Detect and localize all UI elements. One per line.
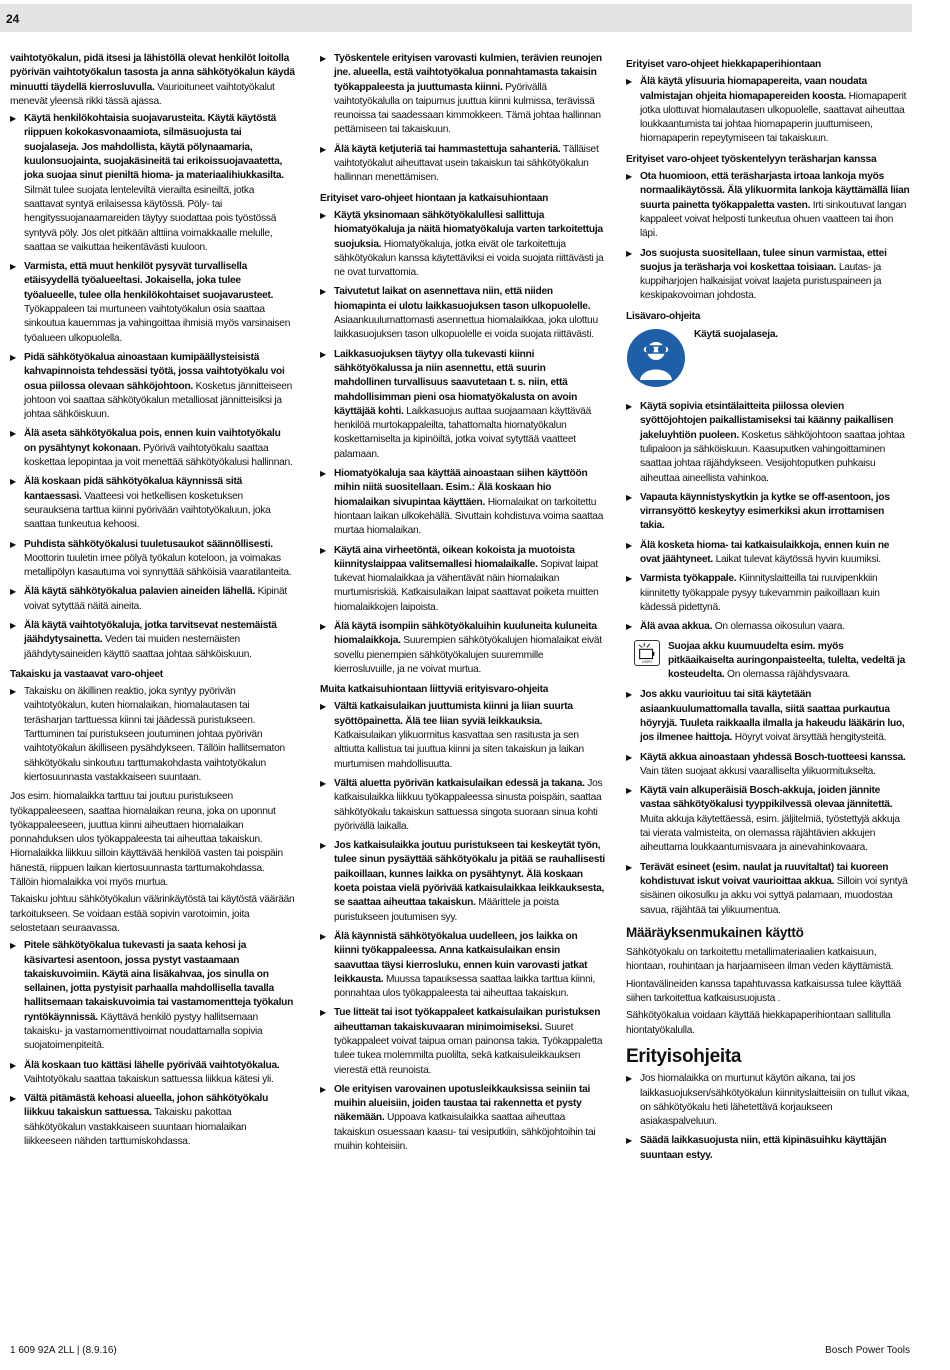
body-text: Kosketus sähköjohtoon saattaa johtaa tulipaloon ja sähköiskuun. Kaasuputken vahingoittaminen saattaa johtaa räjähdykseen. Vesijohtoputken puhkaisu aiheuttaa aineellista vahinkoa. [640,429,905,484]
bold-text: Ole erityisen varovainen upotusleikkauksissa seiniin tai muihin alueisiin, joiden taustaa tai rakennetta et pysty näkemään. [334,1083,591,1124]
column-1 [10,52,295,1154]
footer-brand: Bosch Power Tools [825,1345,910,1356]
safety-glasses-warning [626,328,911,388]
bullet-paragraph [626,688,911,745]
body-text: Jos esim. hiomalaikka tarttuu tai joutuu puristukseen työkappaleeseen, saattaa hiomalaikan reuna, joka on uponnut työkappaleeseen, juuttua kiinni aiheuttaen hiomalaikan ponnahduksen ulos työkappaleesta tai aiheuttaa takaiskun. Hiomalaikka liikkuu silloin käyttävää henkilöä vasten tai poispäin hänestä, riippuen laikan kiertosuunnasta tarttumakohdassa. Tällöin hiomalaikka voi myös murtua. [10,791,283,889]
body-text: Asiaankuulumattomasti asennettua hiomalaikkaa, joka ulottuu laikkasuojuksen tason ulkopuolelle ei voida suojata riittävästi. [334,315,598,341]
column-2 [320,52,605,1159]
safety-glasses-icon [626,328,686,388]
bullet-paragraph [626,539,911,568]
page-header-bar [0,4,912,32]
bullet-paragraph [626,400,911,486]
body-text: Takaisku pakottaa sähkötyökalun vastakkaiseen suuntaan hiomalaikan liikkeeseen nähden tarttumiskohdassa. [24,1107,247,1148]
bold-text: Älä käytä ketjuteriä tai hammastettuja sahanteriä. [334,143,561,155]
body-text: On olemassa oikosulun vaara. [712,621,845,633]
bold-text: Käytä yksinomaan sähkötyökalullesi sallittuja hiomatyökaluja ja näitä hiomatyökaluja varten tarkoitettuja suojuksia. [334,209,603,250]
bullet-paragraph [10,260,295,346]
bold-text: Varmista työkappale. [640,573,737,585]
bullet-paragraph [626,1072,911,1129]
body-text: Sähkötyökalua voidaan käyttää hiekkapaperihiontaan sallitulla hiontatyökalulla. [626,1010,891,1036]
bold-text: Taivutetut laikat on asennettava niin, että niiden hiomapinta ei ulotu laikkasuojuksen tason ulkopuolelle. [334,286,591,312]
paragraph [10,790,295,890]
bullet-paragraph [320,143,605,186]
bullet-paragraph [320,930,605,1001]
bold-text: Älä käytä isompiin sähkötyökaluihin kuuluneita kuluneita hiomalaikkoja. [334,620,597,647]
bold-text: Vältä aluetta pyörivän katkaisulaikan edessä ja takana. [334,777,585,789]
bullet-paragraph [320,52,605,138]
body-text: Hiomapaperit jotka ulottuvat hiomalautasen ulkopuolelle, saattavat aiheuttaa loukkaantumista tai johtaa hiomapaperin juuttumiseen, hiomapaperin repeytymiseen tai takaiskuun. [640,90,907,145]
column-3-part-b [626,400,911,634]
bold-text: Älä kosketa hioma- tai katkaisulaikkoja, ennen kuin ne ovat jäähtyneet. [640,539,890,566]
body-text: Hiomatyökaluja, jotka eivät ole tarkoitettuja sähkötyökalun kanssa käytettäviksi ei voida suojata riittävästi ja ne ovat turvattomia. [334,238,604,279]
page-number: 24 [6,12,20,26]
body-text: Sähkötyökalu on tarkoitettu metallimateriaalien katkaisuun, hiontaan, rouhintaan ja harjaamiseen ilman veden käyttämistä. [626,947,894,973]
bullet-paragraph [320,544,605,615]
body-text: Jos katkaisulaikka liikkuu työkappaleessa sinusta poispäin, saattaa sähkötyökalu takaiskun sattuessa singota suoraan sinua kohti pyörivällä laikalla. [334,777,603,832]
body-text: Silloin voi syntyä sisäinen oikosulku ja akku voi syttyä palamaan, muodostaa savua, räjähtää tai ylikuumentua. [640,875,908,916]
bold-text: Käytä aina virheetöntä, oikean kokoista ja muotoista kiinnityslaippaa valitsemallesi hiomalaikalle. [334,544,575,570]
paragraph [10,52,295,109]
body-text: Suurempien sähkötyökalujen hiomalaikat eivät sovellu pienempien sähkötyökalujen suuremmille kierrosluvuille, ja ne voivat murtua. [334,635,602,675]
column-3-part-a [626,58,911,324]
bold-text: Jos akku vaurioituu tai sitä käytetään asiaankuulumattomalla tavalla, siitä saattaa purkautua höyryjä. Tuuleta raikkaalla ilmalla ja hakeudu lääkärin luo, jos ilmenee haittoja. [640,689,905,744]
bold-text: Säädä laikkasuojusta niin, että kipinäsuihku käyttäjän suuntaan estyy. [640,1135,887,1161]
bold-text: Jos suojusta suositellaan, tulee sinun varmistaa, ettei suojus ja teräsharja voi koskettaa toisiaan. [640,247,887,273]
battery-heat-icon [634,640,660,666]
body-text: Vaurioituneet vaihtotyökalut menevät yleensä rikki tässä ajassa. [10,81,275,107]
bold-text: Älä käynnistä sähkötyökalua uudelleen, jos laikka on kiinni työkappaleessa. Anna katkaisulaikan ensin saavuttaa täysi kierrosluku, ennen kuin varovasti jatkat leikkausta. [334,930,588,985]
bullet-paragraph [320,1083,605,1154]
body-text: Vaihtotyökalu saattaa takaiskun sattuessa liikkua kätesi yli. [24,1073,274,1085]
bullet-paragraph [10,1059,295,1088]
bold-text: Jos katkaisulaikka joutuu puristukseen tai keskeytät työn, tulee sinun pysäyttää sähkötyökalu ja pitää se rauhallisesti paikoillaan, kunnes laikka on pysähtynyt. Älä koskaan koeta poistaa vielä pyörivää katkaisulaikkaa leikkauksesta, se saattaa aiheuttaa takaiskun. [334,840,605,909]
bullet-paragraph [10,1092,295,1149]
paragraph [626,946,911,975]
body-text: Veden tai muiden nestemäisten jäähdytysaineiden käyttö saattaa johtaa sähköiskuun. [24,634,252,660]
body-text: Vain täten suojaat akkusi vaaralliselta ylikuormitukselta. [640,765,876,777]
body-text: Muussa tapauksessa saattaa laikka tarttua kiinni, ponnahtaa ulos työkappaleesta tai aiheuttaa takaiskun. [334,973,596,1000]
bullet-paragraph [320,620,605,677]
bold-text: Vältä katkaisulaikan juuttumista kiinni ja liian suurta syöttöpainetta. Älä tee liian syviä leikkauksia. [334,701,573,727]
safety-glasses-text: Käytä suojalaseja. [694,329,778,341]
bullet-paragraph [626,247,911,304]
body-text: Hiontavälineiden kanssa tapahtuvassa katkaisussa tulee käyttää siihen tarkoitettua katkaisusuojusta . [626,978,902,1005]
bold-text: Hiomatyökaluja saa käyttää ainoastaan siihen käyttöön mihin niitä suositellaan. Esim.: Älä koskaan hio hiomalaikan sivupintaa käyttäen. [334,468,588,508]
bold-text: Älä käytä ylisuuria hiomapapereita, vaan noudata valmistajan ohjeita hiomapapereiden koosta. [640,76,867,102]
body-text: Kosketus jännitteiseen johtoon voi saattaa sähkötyökalun metalliosat jännitteisiksi ja johtaa sähköiskuun. [24,380,293,421]
section-heading: Lisävaro-ohjeita [626,310,701,322]
svg-text:>50°C: >50°C [641,659,653,664]
bold-text: Käytä vain alkuperäisiä Bosch-akkuja, joiden jännite vastaa sähkötyökalusi tyyppikilvessä olevaa jännitettä. [640,785,893,811]
section-heading: Erityiset varo-ohjeet työskentelyyn teräsharjan kanssa [626,153,877,165]
bullet-paragraph [320,348,605,462]
bold-text: Älä koskaan tuo kättäsi lähelle pyörivää vaihtotyökalua. [24,1059,280,1071]
bold-text: Älä avaa akkua. [640,621,713,633]
body-text: Silmät tulee suojata lenteleviltä vierailta esineiltä, jotka saattavat syntyä erilaisessa käytössä. Pöly- tai hengityssuojanaamareiden täytyy suodattaa pois työstössä syntyvä pöly. Jos olet pitkään alttiina voimakkaalle melulle, saattaa se vaikuttaa heikentävästi kuuloon. [24,184,277,253]
bold-text: Varmista, että muut henkilöt pysyvät turvallisella etäisyydellä työalueeltasi. Jokaisella, joka tulee työalueelle, tulee olla henkilökohtaiset suojavarusteet. [24,261,274,301]
bold-text: vaihtotyökalun, pidä itsesi ja lähistöllä olevat henkilöt loitolla pyörivän vaihtotyökalun tasosta ja anna sähkötyökalun käydä minuutti täydellä kierrosluvulla. [10,53,295,93]
body-text: Uppoava katkaisulaikka saattaa aiheuttaa takaiskun osuessaan kaasu- tai vesiputkiin, sähköjohtoihin tai muihin kohteisiin. [334,1112,596,1153]
bold-text: Älä käytä vaihtotyökaluja, jotka tarvitsevat nestemäistä jäähdytysainetta. [24,619,277,646]
bullet-paragraph [320,777,605,834]
body-text: Vaatteesi voi hetkellisen kosketuksen seurauksena tarttua kiinni pyörivään vaihtotyökaluun, joka saattaa tunkeutua kehoosi. [24,490,271,531]
paragraph [626,978,911,1007]
chapter-title: Erityisohjeita [626,1045,742,1067]
bullet-paragraph [320,285,605,342]
battery-heat-warning [634,640,911,683]
bullet-paragraph [10,685,295,785]
bullet-paragraph [626,1134,911,1163]
body-text: Pyörivällä vaihtotyökalulla on taipumus juuttua kiinni kulmissa, terävissä reunoissa tai saadessaan kimmokkeen. Tämä johtaa hallinnan pettämiseen tai takaiskuun. [334,81,601,136]
bold-text: Käytä sopivia etsintälaitteita piilossa olevien syöttöjohtojen paikallistamiseksi tai käänny paikallisen jakeluyhtiön puoleen. [640,401,894,441]
bullet-paragraph [10,427,295,470]
bullet-paragraph [320,700,605,771]
bullet-paragraph [10,112,295,255]
bold-text: Käytä akkua ainoastaan yhdessä Bosch-tuotteesi kanssa. [640,751,906,763]
section-heading: Erityiset varo-ohjeet hiekkapaperihiontaan [626,59,822,70]
bullet-paragraph [626,170,911,241]
section-heading: Takaisku ja vastaavat varo-ohjeet [10,668,163,680]
body-text: Käyttävä henkilö pystyy hallitsemaan takaisku- ja vastamomenttivoimat noudattamalla sopivia suojatoimenpiteitä. [24,1011,263,1052]
bold-text: Puhdista sähkötyökalusi tuuletusaukot säännöllisesti. [24,538,273,550]
body-text: Pyörivä vaihtotyökalu saattaa koskettaa lepopintaa ja voit menettää sähkötyökalusi hallinnan. [24,442,293,469]
body-text: Moottorin tuuletin imee pölyä työkalun koteloon, ja voimakas metallipölyn kasautuma voi synnyttää sähköisiä vaaratilanteita. [24,552,292,579]
bullet-paragraph [10,475,295,532]
paragraph [626,1009,911,1038]
body-text: Työkappaleen tai murtuneen vaihtotyökalun osia saattaa sinkoutua kauemmas ja vahingoittaa ihmisiä myös varsinaisen työalueen ulkopuolella. [24,304,291,344]
body-text: Suuret työkappaleet voivat taipua oman painonsa takia. Työkappaletta tulee tukea molemmilta puolilta, sekä katkaisuleikkauksen vierestä että reunoista. [334,1021,603,1076]
paragraph [10,893,295,936]
bold-text: Pidä sähkötyökalua ainoastaan kumipäällysteisistä kahvapinnoista tehdessäsi työtä, jossa vaihtotyökalu voi osua piilossa olevaan sähköjohtoon. [24,351,285,392]
body-text: Höyryt voivat ärsyttää hengitysteitä. [732,732,887,744]
body-text: Hiomalaikat on tarkoitettu hiontaan laikan ulkokehällä. Sivuttain kohdistuva voima saattaa murtaa hiomalaikan. [334,496,604,537]
body-text: Lautas- ja kuppiharjojen halkaisijat voivat laajeta puristuspaineen ja keskipakovoiman johdosta. [640,261,882,302]
body-text: Katkaisulaikan ylikuormitus kasvattaa sen rasitusta ja sen alttiutta kallistua tai juuttua kiinni ja siten takaiskun ja laikan murtumisen mahdollisuutta. [334,730,584,770]
body-text: Irti sinkoutuvat langan kappaleet voivat helposti tunkeutua ohuen vaatteen tai ihon läpi. [640,199,907,240]
bold-text: Älä käytä sähkötyökalua palavien aineiden lähellä. [24,586,255,598]
bullet-paragraph [626,861,911,918]
bullet-paragraph [626,572,911,615]
body-text: Kipinät voivat sytyttää näitä aineita. [24,586,287,612]
body-text: Määrittele ja poista puristukseen joutumisen syy. [334,897,559,923]
section-heading: Erityiset varo-ohjeet hiontaan ja katkaisuhiontaan [320,192,549,204]
bullet-paragraph [320,1006,605,1077]
bullet-paragraph [626,784,911,855]
bullet-paragraph [626,751,911,780]
body-text: Laikat tulevat käytössä hyvin kuumiksi. [713,554,881,566]
bold-text: Älä koskaan pidä sähkötyökalua käynnissä sitä kantaessasi. [24,476,243,502]
bold-text: Vältä pitämästä kehoasi alueella, johon sähkötyökalu liikkuu takaiskun sattuessa. [24,1093,269,1119]
body-text: Muita akkuja käytettäessä, esim. jäljitelmiä, työstettyjä akkuja tai vierata valmisteita, on olemassa räjähtävien akkujen aiheuttama loukkaantumisvaara ja ainevahinkovaara. [640,813,900,854]
bold-text: Käytä henkilökohtaisia suojavarusteita. Käytä käytöstä riippuen kokokasvonaamiota, silmäsuojusta tai suojalaseja. Jos mahdollista, käytä pölynaamaria, kuulonsuojainta, suojakäsineitä tai erikoissuojavaatetta, joka suojaa sinut pieniltä hioma- ja materiaalihiukkasilta. [24,113,284,182]
body-text: Tälläiset vaihtotyökalut aiheuttavat usein takaiskun tai sähkötyökalun hallinnan menettämisen. [334,143,599,184]
body-text: Takaisku on äkillinen reaktio, joka syntyy pyörivän vaihtotyökalun, kuten hiomalaikan, hiomalautasen tai teräsharjan tarttuessa kiinni tai jäädessä puristukseen. Tarttuminen tai puristukseen joutuminen johtaa pyörivän vaihtotyökalun äkilliseen pysähdykseen. Tällöin hallitsematon sähkötyökalu sinkoutuu tarttumakohdasta vaihtotyökalun kiertosuunnasta vastakkaiseen suuntaan. [24,686,285,783]
bullet-paragraph [10,619,295,662]
section-title: Määräyksenmukainen käyttö [626,924,804,940]
column-3-part-c [626,688,911,1163]
bullet-paragraph [10,939,295,1053]
bold-text: Vapauta käynnistyskytkin ja kytke se off-asentoon, jos virransyöttö keskeytyy esimerkiksi akun irrottamisen takia. [640,491,890,532]
bullet-paragraph [10,351,295,422]
bold-text: Pitele sähkötyökalua tukevasti ja saata kehosi ja käsivartesi asentoon, jossa pystyt vastaamaan takaiskuvoimiin. Käytä aina lisäkahvaa, jos sinulla on sellainen, jotta pystyisit parhaalla mahdollisella tavalla hallitsemaan takaiskuvoimia tai vastamomentteja työkalun ryntökäynnissä. [24,940,294,1023]
bullet-paragraph [626,75,911,146]
footer-doc-id: 1 609 92A 2LL | (8.9.16) [10,1345,117,1356]
bullet-paragraph [10,585,295,614]
body-text: Jos hiomalaikka on murtunut käytön aikana, tai jos laikkasuojuksen/sähkötyökalun kiinnityslaitteisiin on tullut vikaa, on sähkötyökalu heti lähetettävä korjaukseen asiakaspalveluun. [640,1073,910,1128]
body-text: Sopivat laipat tukevat hiomalaikkaa ja vähentävät näin hiomalaikan murtumisriskiä. Katkaisulaikan laipat saattavat poiketa muitten hiomalaikkojen laipoista. [334,558,599,613]
bullet-paragraph [320,467,605,538]
column-3 [626,52,911,1168]
bold-text: Työskentele erityisen varovasti kulmien, terävien reunojen jne. alueella, estä vaihtotyökalua ponnahtamasta takaisin työkappaleesta ja juuttumasta kiinni. [334,53,602,93]
bullet-paragraph [626,491,911,534]
battery-warning-bold: Suojaa akku kuumuudelta esim. myös pitkäaikaiselta auringonpaisteelta, tulelta, vedeltä ja kosteudelta. [668,640,906,681]
bullet-paragraph [320,839,605,925]
battery-warning-text: On olemassa räjähdysvaara. [724,669,851,681]
body-text: Kiinnityslaitteilla tai ruuvipenkkiin kiinnitetty työkappale pysyy tukevammin paikoillaan kuin kädessä pidettynä. [640,573,880,613]
bold-text: Ota huomioon, että teräsharjasta irtoaa lankoja myös normaalikäytössä. Älä ylikuormita lankoja käyttämällä liian suurta painetta työkappaletta vasten. [640,171,910,211]
section-heading: Muita katkaisuhiontaan liittyviä erityisvaro-ohjeita [320,684,549,696]
bullet-paragraph [626,620,911,634]
bold-text: Tue litteät tai isot työkappaleet katkaisulaikan puristuksen aiheuttaman takaiskuvaaran minimoimiseksi. [334,1007,601,1033]
bullet-paragraph [10,538,295,581]
body-text: Takaisku johtuu sähkötyökalun väärinkäytöstä tai käytöstä väärään tarkoitukseen. Se voidaan estää sopivin varotoimin, joita selostetaan seuraavassa. [10,894,295,934]
bullet-paragraph [320,209,605,280]
bold-text: Älä aseta sähkötyökalua pois, ennen kuin vaihtotyökalu on pysähtynyt kokonaan. [24,428,281,454]
bold-text: Laikkasuojuksen täytyy olla tukevasti kiinni sähkötyökalussa ja niin asennettu, että suurin mahdollinen turvallisuus saavutetaan t. s. niin, että mahdollisimman pieni osa hiomatyökalusta on avoin käyttäjää kohti. [334,348,578,417]
body-text: Laikkasuojus auttaa suojaamaan käyttävää henkilöä murtokappaleilta, tahattomalta hiomatyökalun koskettamiselta ja kipinöiltä, jotka voivat sytyttää vaatteet palamaan. [334,405,592,460]
bold-text: Terävät esineet (esim. naulat ja ruuvitaltat) tai kuoreen kohdistuvat iskut voivat vaurioittaa akkua. [640,861,889,887]
